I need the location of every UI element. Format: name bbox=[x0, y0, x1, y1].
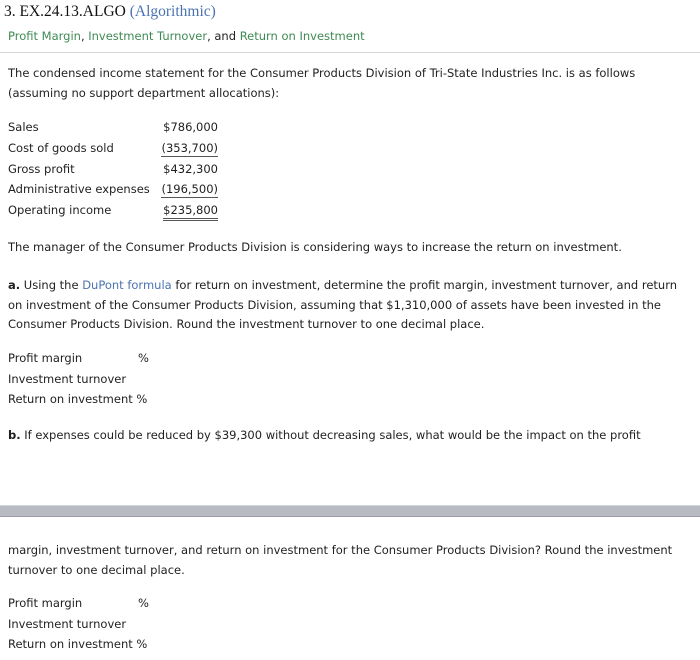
part-b-prompt bbox=[8, 426, 688, 446]
answer-label: Investment turnover bbox=[8, 616, 127, 631]
topic-separator: , and bbox=[207, 29, 240, 43]
row-value: $432,300 bbox=[163, 161, 218, 176]
page-break-divider bbox=[0, 505, 700, 517]
table-row bbox=[8, 117, 218, 138]
answer-row-profit-margin bbox=[8, 593, 147, 614]
row-label: Operating income bbox=[8, 203, 112, 218]
row-value: (353,700) bbox=[161, 141, 218, 156]
percent-unit: % bbox=[136, 637, 148, 652]
table-row bbox=[8, 158, 218, 179]
answer-row-investment-turnover bbox=[8, 369, 147, 390]
algorithmic-label: (Algorithmic) bbox=[129, 3, 216, 20]
topic-link-return-on-investment[interactable]: Return on Investment bbox=[239, 29, 365, 43]
answer-row-investment-turnover bbox=[8, 614, 147, 635]
row-label: Sales bbox=[8, 120, 39, 135]
row-label: Administrative expenses bbox=[8, 182, 150, 197]
dupont-formula-link[interactable]: DuPont formula bbox=[82, 278, 172, 292]
part-b-prompt-continued: margin, investment turnover, and return on investment for the Consumer Products Division? Round the investment turnover to one decimal place. bbox=[8, 543, 673, 577]
topic-link-profit-margin[interactable]: Profit Margin bbox=[8, 29, 81, 43]
income-statement-table bbox=[8, 117, 218, 220]
part-a-text: for return on investment, determine the profit margin, investment turnover, and return on investment of the Consumer Products Division, assuming that $1,310,000 of assets have been invested in the Consumer Products Division. Round the investment turnover to one decimal place. bbox=[8, 278, 678, 331]
table-row bbox=[8, 138, 218, 159]
part-b-text: If expenses could be reduced by $39,300 without decreasing sales, what would be the impact on the profit bbox=[20, 428, 641, 442]
row-label: Gross profit bbox=[8, 161, 75, 176]
row-value: $235,800 bbox=[163, 203, 218, 221]
answer-label: Return on investment bbox=[8, 637, 133, 652]
header-divider bbox=[0, 52, 700, 53]
percent-unit: % bbox=[136, 392, 148, 407]
percent-unit: % bbox=[138, 596, 149, 610]
intro-paragraph: The condensed income statement for the Consumer Products Division of Tri-State Industries Inc. is as follows (assuming no support department allocations): bbox=[8, 66, 636, 100]
row-label: Cost of goods sold bbox=[8, 141, 114, 156]
topic-links bbox=[8, 29, 365, 43]
part-b-letter: b. bbox=[8, 428, 21, 442]
question-number: 3. EX.24.13.ALGO bbox=[4, 3, 126, 20]
answer-label: Investment turnover bbox=[8, 371, 127, 386]
part-b-answers bbox=[8, 593, 147, 655]
manager-note: The manager of the Consumer Products Division is considering ways to increase the return on investment. bbox=[8, 240, 622, 254]
part-a-answers bbox=[8, 348, 147, 410]
answer-row-profit-margin bbox=[8, 348, 147, 369]
table-row bbox=[8, 200, 218, 221]
table-row bbox=[8, 179, 218, 200]
answer-row-return-on-investment bbox=[8, 634, 147, 655]
row-value: $786,000 bbox=[163, 120, 218, 135]
topic-link-investment-turnover[interactable]: Investment Turnover bbox=[88, 29, 208, 43]
part-a-text: Using the bbox=[20, 278, 83, 292]
answer-row-return-on-investment bbox=[8, 389, 147, 410]
row-value: (196,500) bbox=[161, 182, 218, 197]
part-a-letter: a. bbox=[8, 278, 21, 292]
percent-unit: % bbox=[138, 351, 149, 365]
answer-label: Profit margin bbox=[8, 351, 83, 365]
answer-label: Return on investment bbox=[8, 392, 133, 407]
question-title bbox=[4, 3, 216, 21]
part-a-prompt bbox=[8, 276, 688, 335]
answer-label: Profit margin bbox=[8, 596, 83, 610]
topic-separator: , bbox=[80, 29, 89, 43]
